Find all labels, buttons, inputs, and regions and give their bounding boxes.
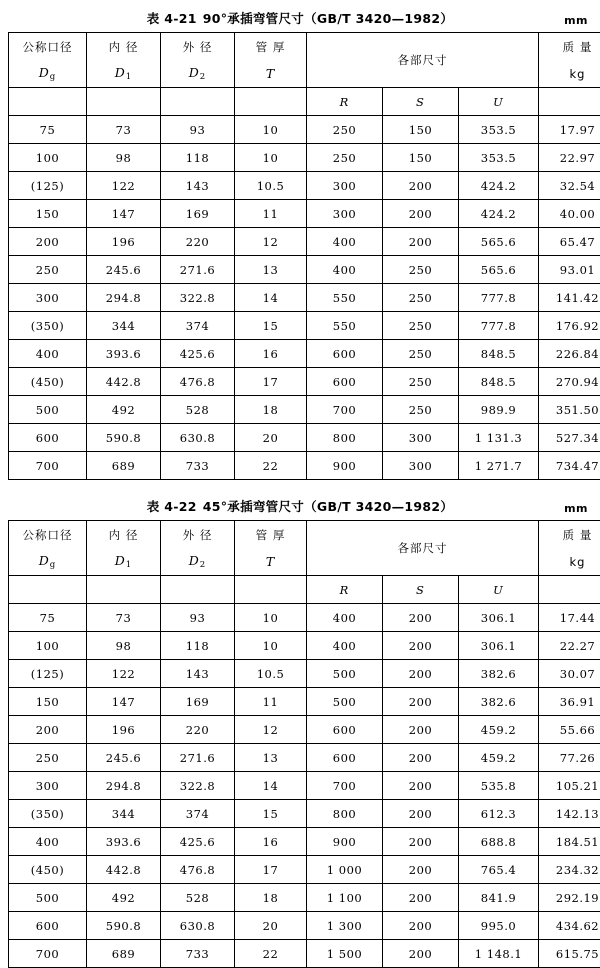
cell-s: 200 — [383, 912, 459, 940]
cell-u: 1 148.1 — [459, 940, 539, 968]
cell-d2: 425.6 — [161, 340, 235, 368]
cell-u: 424.2 — [459, 200, 539, 228]
table-row — [9, 828, 600, 856]
cell-r: 600 — [307, 716, 383, 744]
cell-t: 16 — [235, 828, 307, 856]
cell-u: 306.1 — [459, 632, 539, 660]
table-row — [9, 424, 600, 452]
caption-title-2: 45°承插弯管尺寸（GB/T 3420—1982） — [203, 499, 453, 514]
header-sub-r: R — [307, 576, 383, 604]
cell-s: 200 — [383, 772, 459, 800]
cell-d2: 220 — [161, 228, 235, 256]
cell-t: 18 — [235, 396, 307, 424]
table-header-1 — [9, 33, 600, 116]
table-row — [9, 716, 600, 744]
cell-d1: 147 — [87, 200, 161, 228]
cell-t: 12 — [235, 228, 307, 256]
cell-d2: 118 — [161, 144, 235, 172]
cell-dg: 600 — [9, 424, 87, 452]
cell-d1: 442.8 — [87, 856, 161, 884]
cell-d1: 294.8 — [87, 772, 161, 800]
cell-weight: 17.97 — [539, 116, 600, 144]
cell-dg: 250 — [9, 256, 87, 284]
cell-t: 11 — [235, 688, 307, 716]
cell-t: 10.5 — [235, 172, 307, 200]
cell-u: 565.6 — [459, 228, 539, 256]
cell-weight: 184.51 — [539, 828, 600, 856]
cell-u: 459.2 — [459, 744, 539, 772]
cell-dg: 250 — [9, 744, 87, 772]
cell-d1: 689 — [87, 940, 161, 968]
table-block-2 — [0, 488, 600, 968]
cell-dg: 200 — [9, 228, 87, 256]
caption-number-1: 表 4-21 — [147, 11, 197, 26]
table-row — [9, 912, 600, 940]
cell-s: 300 — [383, 424, 459, 452]
table-row — [9, 368, 600, 396]
cell-r: 400 — [307, 632, 383, 660]
cell-d1: 122 — [87, 660, 161, 688]
cell-weight: 22.27 — [539, 632, 600, 660]
header-dg-symbol: $D_g$ — [9, 60, 87, 88]
cell-d1: 73 — [87, 116, 161, 144]
cell-d2: 169 — [161, 688, 235, 716]
header-t-symbol: T — [235, 548, 307, 576]
table-row — [9, 172, 600, 200]
header-dg-symbol: $D_g$ — [9, 548, 87, 576]
cell-s: 200 — [383, 940, 459, 968]
cell-d2: 733 — [161, 940, 235, 968]
cell-u: 424.2 — [459, 172, 539, 200]
cell-u: 353.5 — [459, 116, 539, 144]
cell-d1: 393.6 — [87, 340, 161, 368]
cell-dg: (450) — [9, 368, 87, 396]
cell-weight: 65.47 — [539, 228, 600, 256]
header-sub-s: S — [383, 88, 459, 116]
cell-d2: 374 — [161, 312, 235, 340]
cell-t: 18 — [235, 884, 307, 912]
spacer-t — [235, 88, 307, 116]
cell-d1: 590.8 — [87, 424, 161, 452]
header-d2-line1: 外 径 — [161, 33, 235, 61]
cell-s: 200 — [383, 200, 459, 228]
cell-weight: 176.92 — [539, 312, 600, 340]
cell-t: 10 — [235, 144, 307, 172]
cell-d1: 344 — [87, 800, 161, 828]
cell-d2: 733 — [161, 452, 235, 480]
cell-r: 400 — [307, 604, 383, 632]
cell-u: 765.4 — [459, 856, 539, 884]
header-sub-r: R — [307, 88, 383, 116]
cell-t: 17 — [235, 856, 307, 884]
cell-r: 700 — [307, 396, 383, 424]
cell-u: 1 131.3 — [459, 424, 539, 452]
cell-weight: 17.44 — [539, 604, 600, 632]
header-group-dimensions: 各部尺寸 — [307, 521, 539, 576]
cell-dg: 500 — [9, 884, 87, 912]
cell-d1: 196 — [87, 716, 161, 744]
header-d1-symbol: $D_1$ — [87, 60, 161, 88]
cell-t: 10 — [235, 116, 307, 144]
cell-dg: (125) — [9, 172, 87, 200]
table-block-1 — [0, 0, 600, 480]
cell-r: 250 — [307, 116, 383, 144]
cell-s: 200 — [383, 884, 459, 912]
cell-u: 382.6 — [459, 688, 539, 716]
cell-t: 14 — [235, 772, 307, 800]
cell-d2: 374 — [161, 800, 235, 828]
header-d2-line1: 外 径 — [161, 521, 235, 549]
cell-s: 250 — [383, 284, 459, 312]
cell-dg: 700 — [9, 940, 87, 968]
cell-d2: 169 — [161, 200, 235, 228]
cell-dg: (450) — [9, 856, 87, 884]
header-row-top-2 — [9, 521, 600, 549]
cell-d1: 492 — [87, 396, 161, 424]
cell-weight: 142.13 — [539, 800, 600, 828]
header-sub-u: U — [459, 88, 539, 116]
cell-dg: (350) — [9, 800, 87, 828]
cell-d2: 93 — [161, 604, 235, 632]
cell-s: 200 — [383, 744, 459, 772]
cell-weight: 234.32 — [539, 856, 600, 884]
cell-d1: 245.6 — [87, 256, 161, 284]
cell-u: 612.3 — [459, 800, 539, 828]
cell-s: 250 — [383, 256, 459, 284]
cell-r: 1 100 — [307, 884, 383, 912]
header-sub-s: S — [383, 576, 459, 604]
cell-d1: 442.8 — [87, 368, 161, 396]
table-row — [9, 256, 600, 284]
cell-dg: 600 — [9, 912, 87, 940]
cell-s: 150 — [383, 116, 459, 144]
cell-t: 13 — [235, 256, 307, 284]
cell-s: 250 — [383, 312, 459, 340]
spacer-weight — [539, 576, 600, 604]
cell-r: 900 — [307, 452, 383, 480]
cell-u: 841.9 — [459, 884, 539, 912]
cell-r: 600 — [307, 340, 383, 368]
header-d2-symbol: $D_2$ — [161, 60, 235, 88]
cell-dg: (125) — [9, 660, 87, 688]
cell-d1: 245.6 — [87, 744, 161, 772]
cell-r: 800 — [307, 424, 383, 452]
cell-d1: 492 — [87, 884, 161, 912]
cell-t: 11 — [235, 200, 307, 228]
cell-d1: 73 — [87, 604, 161, 632]
cell-d1: 393.6 — [87, 828, 161, 856]
cell-dg: 500 — [9, 396, 87, 424]
cell-d2: 630.8 — [161, 912, 235, 940]
cell-u: 382.6 — [459, 660, 539, 688]
cell-d1: 590.8 — [87, 912, 161, 940]
table-caption-1 — [8, 0, 592, 32]
table-body-1 — [9, 116, 600, 480]
header-d1-symbol: $D_1$ — [87, 548, 161, 576]
cell-s: 150 — [383, 144, 459, 172]
cell-dg: 400 — [9, 828, 87, 856]
cell-weight: 77.26 — [539, 744, 600, 772]
cell-s: 200 — [383, 632, 459, 660]
table-row — [9, 800, 600, 828]
header-dg-line1: 公称口径 — [9, 521, 87, 549]
cell-t: 22 — [235, 452, 307, 480]
cell-weight: 226.84 — [539, 340, 600, 368]
table-row — [9, 228, 600, 256]
cell-u: 777.8 — [459, 312, 539, 340]
cell-weight: 40.00 — [539, 200, 600, 228]
cell-d1: 689 — [87, 452, 161, 480]
cell-d2: 528 — [161, 396, 235, 424]
table-row — [9, 312, 600, 340]
cell-d2: 322.8 — [161, 772, 235, 800]
pipe-dimensions-table-1 — [8, 32, 600, 480]
table-body-2 — [9, 604, 600, 968]
cell-r: 300 — [307, 200, 383, 228]
cell-s: 200 — [383, 800, 459, 828]
cell-d2: 425.6 — [161, 828, 235, 856]
cell-u: 989.9 — [459, 396, 539, 424]
spacer-dg — [9, 88, 87, 116]
cell-weight: 292.19 — [539, 884, 600, 912]
header-row-top-1 — [9, 33, 600, 61]
cell-d2: 271.6 — [161, 744, 235, 772]
cell-d2: 271.6 — [161, 256, 235, 284]
cell-r: 250 — [307, 144, 383, 172]
cell-weight: 32.54 — [539, 172, 600, 200]
cell-t: 10 — [235, 632, 307, 660]
cell-weight: 105.21 — [539, 772, 600, 800]
cell-s: 200 — [383, 228, 459, 256]
cell-r: 500 — [307, 660, 383, 688]
cell-r: 800 — [307, 800, 383, 828]
cell-u: 535.8 — [459, 772, 539, 800]
cell-r: 1 000 — [307, 856, 383, 884]
table-header-2 — [9, 521, 600, 604]
spacer-dg — [9, 576, 87, 604]
cell-r: 1 500 — [307, 940, 383, 968]
cell-r: 400 — [307, 228, 383, 256]
header-weight-line1: 质 量 — [539, 33, 600, 61]
table-row — [9, 200, 600, 228]
cell-dg: 300 — [9, 772, 87, 800]
cell-d2: 476.8 — [161, 368, 235, 396]
cell-t: 10 — [235, 604, 307, 632]
cell-r: 500 — [307, 688, 383, 716]
cell-d2: 630.8 — [161, 424, 235, 452]
header-t-line1: 管 厚 — [235, 33, 307, 61]
cell-d2: 143 — [161, 660, 235, 688]
cell-t: 15 — [235, 800, 307, 828]
cell-d2: 322.8 — [161, 284, 235, 312]
spacer-weight — [539, 88, 600, 116]
section-gap — [0, 480, 600, 488]
cell-d2: 93 — [161, 116, 235, 144]
cell-u: 995.0 — [459, 912, 539, 940]
cell-u: 459.2 — [459, 716, 539, 744]
cell-weight: 36.91 — [539, 688, 600, 716]
cell-r: 550 — [307, 312, 383, 340]
table-row — [9, 856, 600, 884]
cell-r: 600 — [307, 368, 383, 396]
table-row — [9, 340, 600, 368]
cell-t: 20 — [235, 912, 307, 940]
cell-d1: 294.8 — [87, 284, 161, 312]
pipe-dimensions-table-2 — [8, 520, 600, 968]
table-row — [9, 604, 600, 632]
table-row — [9, 284, 600, 312]
caption-text-1 — [147, 9, 453, 27]
cell-r: 700 — [307, 772, 383, 800]
cell-dg: 150 — [9, 688, 87, 716]
cell-t: 17 — [235, 368, 307, 396]
cell-u: 688.8 — [459, 828, 539, 856]
cell-t: 20 — [235, 424, 307, 452]
header-subrow-1 — [9, 88, 600, 116]
cell-d2: 143 — [161, 172, 235, 200]
cell-weight: 30.07 — [539, 660, 600, 688]
cell-dg: 700 — [9, 452, 87, 480]
cell-d1: 122 — [87, 172, 161, 200]
cell-s: 200 — [383, 172, 459, 200]
cell-dg: 400 — [9, 340, 87, 368]
cell-s: 200 — [383, 604, 459, 632]
table-row — [9, 144, 600, 172]
cell-r: 1 300 — [307, 912, 383, 940]
cell-d1: 196 — [87, 228, 161, 256]
caption-text-2 — [147, 497, 453, 515]
header-dg-line1: 公称口径 — [9, 33, 87, 61]
spacer-t — [235, 576, 307, 604]
cell-d1: 98 — [87, 144, 161, 172]
spacer-d1 — [87, 576, 161, 604]
cell-u: 777.8 — [459, 284, 539, 312]
table-row — [9, 940, 600, 968]
header-subrow-2 — [9, 576, 600, 604]
table-caption-2 — [8, 488, 592, 520]
table-row — [9, 660, 600, 688]
spacer-d2 — [161, 576, 235, 604]
header-d1-line1: 内 径 — [87, 521, 161, 549]
cell-d1: 147 — [87, 688, 161, 716]
cell-weight: 93.01 — [539, 256, 600, 284]
cell-weight: 141.42 — [539, 284, 600, 312]
cell-t: 22 — [235, 940, 307, 968]
cell-dg: 150 — [9, 200, 87, 228]
caption-title-1: 90°承插弯管尺寸（GB/T 3420—1982） — [203, 11, 453, 26]
header-d2-symbol: $D_2$ — [161, 548, 235, 576]
cell-weight: 22.97 — [539, 144, 600, 172]
cell-dg: 100 — [9, 632, 87, 660]
table-row — [9, 396, 600, 424]
cell-s: 200 — [383, 716, 459, 744]
cell-r: 550 — [307, 284, 383, 312]
cell-t: 15 — [235, 312, 307, 340]
table-row — [9, 116, 600, 144]
table-row — [9, 632, 600, 660]
unit-label-2: mm — [564, 502, 588, 515]
table-row — [9, 884, 600, 912]
cell-dg: 100 — [9, 144, 87, 172]
header-t-symbol: T — [235, 60, 307, 88]
cell-s: 250 — [383, 396, 459, 424]
cell-r: 400 — [307, 256, 383, 284]
cell-t: 14 — [235, 284, 307, 312]
cell-t: 13 — [235, 744, 307, 772]
header-group-dimensions: 各部尺寸 — [307, 33, 539, 88]
cell-dg: 75 — [9, 604, 87, 632]
cell-d2: 528 — [161, 884, 235, 912]
table-row — [9, 744, 600, 772]
cell-weight: 734.47 — [539, 452, 600, 480]
spacer-d2 — [161, 88, 235, 116]
header-weight-unit: kg — [539, 60, 600, 88]
cell-s: 250 — [383, 368, 459, 396]
cell-r: 600 — [307, 744, 383, 772]
header-sub-u: U — [459, 576, 539, 604]
cell-s: 200 — [383, 828, 459, 856]
cell-r: 900 — [307, 828, 383, 856]
cell-u: 848.5 — [459, 368, 539, 396]
unit-label-1: mm — [564, 14, 588, 27]
cell-d2: 118 — [161, 632, 235, 660]
cell-weight: 527.34 — [539, 424, 600, 452]
table-row — [9, 772, 600, 800]
cell-dg: 300 — [9, 284, 87, 312]
cell-s: 200 — [383, 688, 459, 716]
cell-weight: 55.66 — [539, 716, 600, 744]
header-weight-line1: 质 量 — [539, 521, 600, 549]
cell-s: 200 — [383, 856, 459, 884]
cell-s: 250 — [383, 340, 459, 368]
cell-u: 848.5 — [459, 340, 539, 368]
cell-dg: 200 — [9, 716, 87, 744]
header-weight-unit: kg — [539, 548, 600, 576]
cell-d2: 476.8 — [161, 856, 235, 884]
cell-u: 353.5 — [459, 144, 539, 172]
cell-dg: 75 — [9, 116, 87, 144]
cell-d1: 344 — [87, 312, 161, 340]
header-t-line1: 管 厚 — [235, 521, 307, 549]
cell-s: 200 — [383, 660, 459, 688]
cell-d2: 220 — [161, 716, 235, 744]
cell-t: 10.5 — [235, 660, 307, 688]
spacer-d1 — [87, 88, 161, 116]
header-d1-line1: 内 径 — [87, 33, 161, 61]
table-row — [9, 452, 600, 480]
table-row — [9, 688, 600, 716]
cell-s: 300 — [383, 452, 459, 480]
cell-r: 300 — [307, 172, 383, 200]
cell-u: 1 271.7 — [459, 452, 539, 480]
cell-u: 306.1 — [459, 604, 539, 632]
cell-dg: (350) — [9, 312, 87, 340]
cell-t: 12 — [235, 716, 307, 744]
cell-weight: 434.62 — [539, 912, 600, 940]
caption-number-2: 表 4-22 — [147, 499, 197, 514]
cell-weight: 351.50 — [539, 396, 600, 424]
cell-u: 565.6 — [459, 256, 539, 284]
cell-weight: 615.75 — [539, 940, 600, 968]
cell-d1: 98 — [87, 632, 161, 660]
cell-weight: 270.94 — [539, 368, 600, 396]
cell-t: 16 — [235, 340, 307, 368]
